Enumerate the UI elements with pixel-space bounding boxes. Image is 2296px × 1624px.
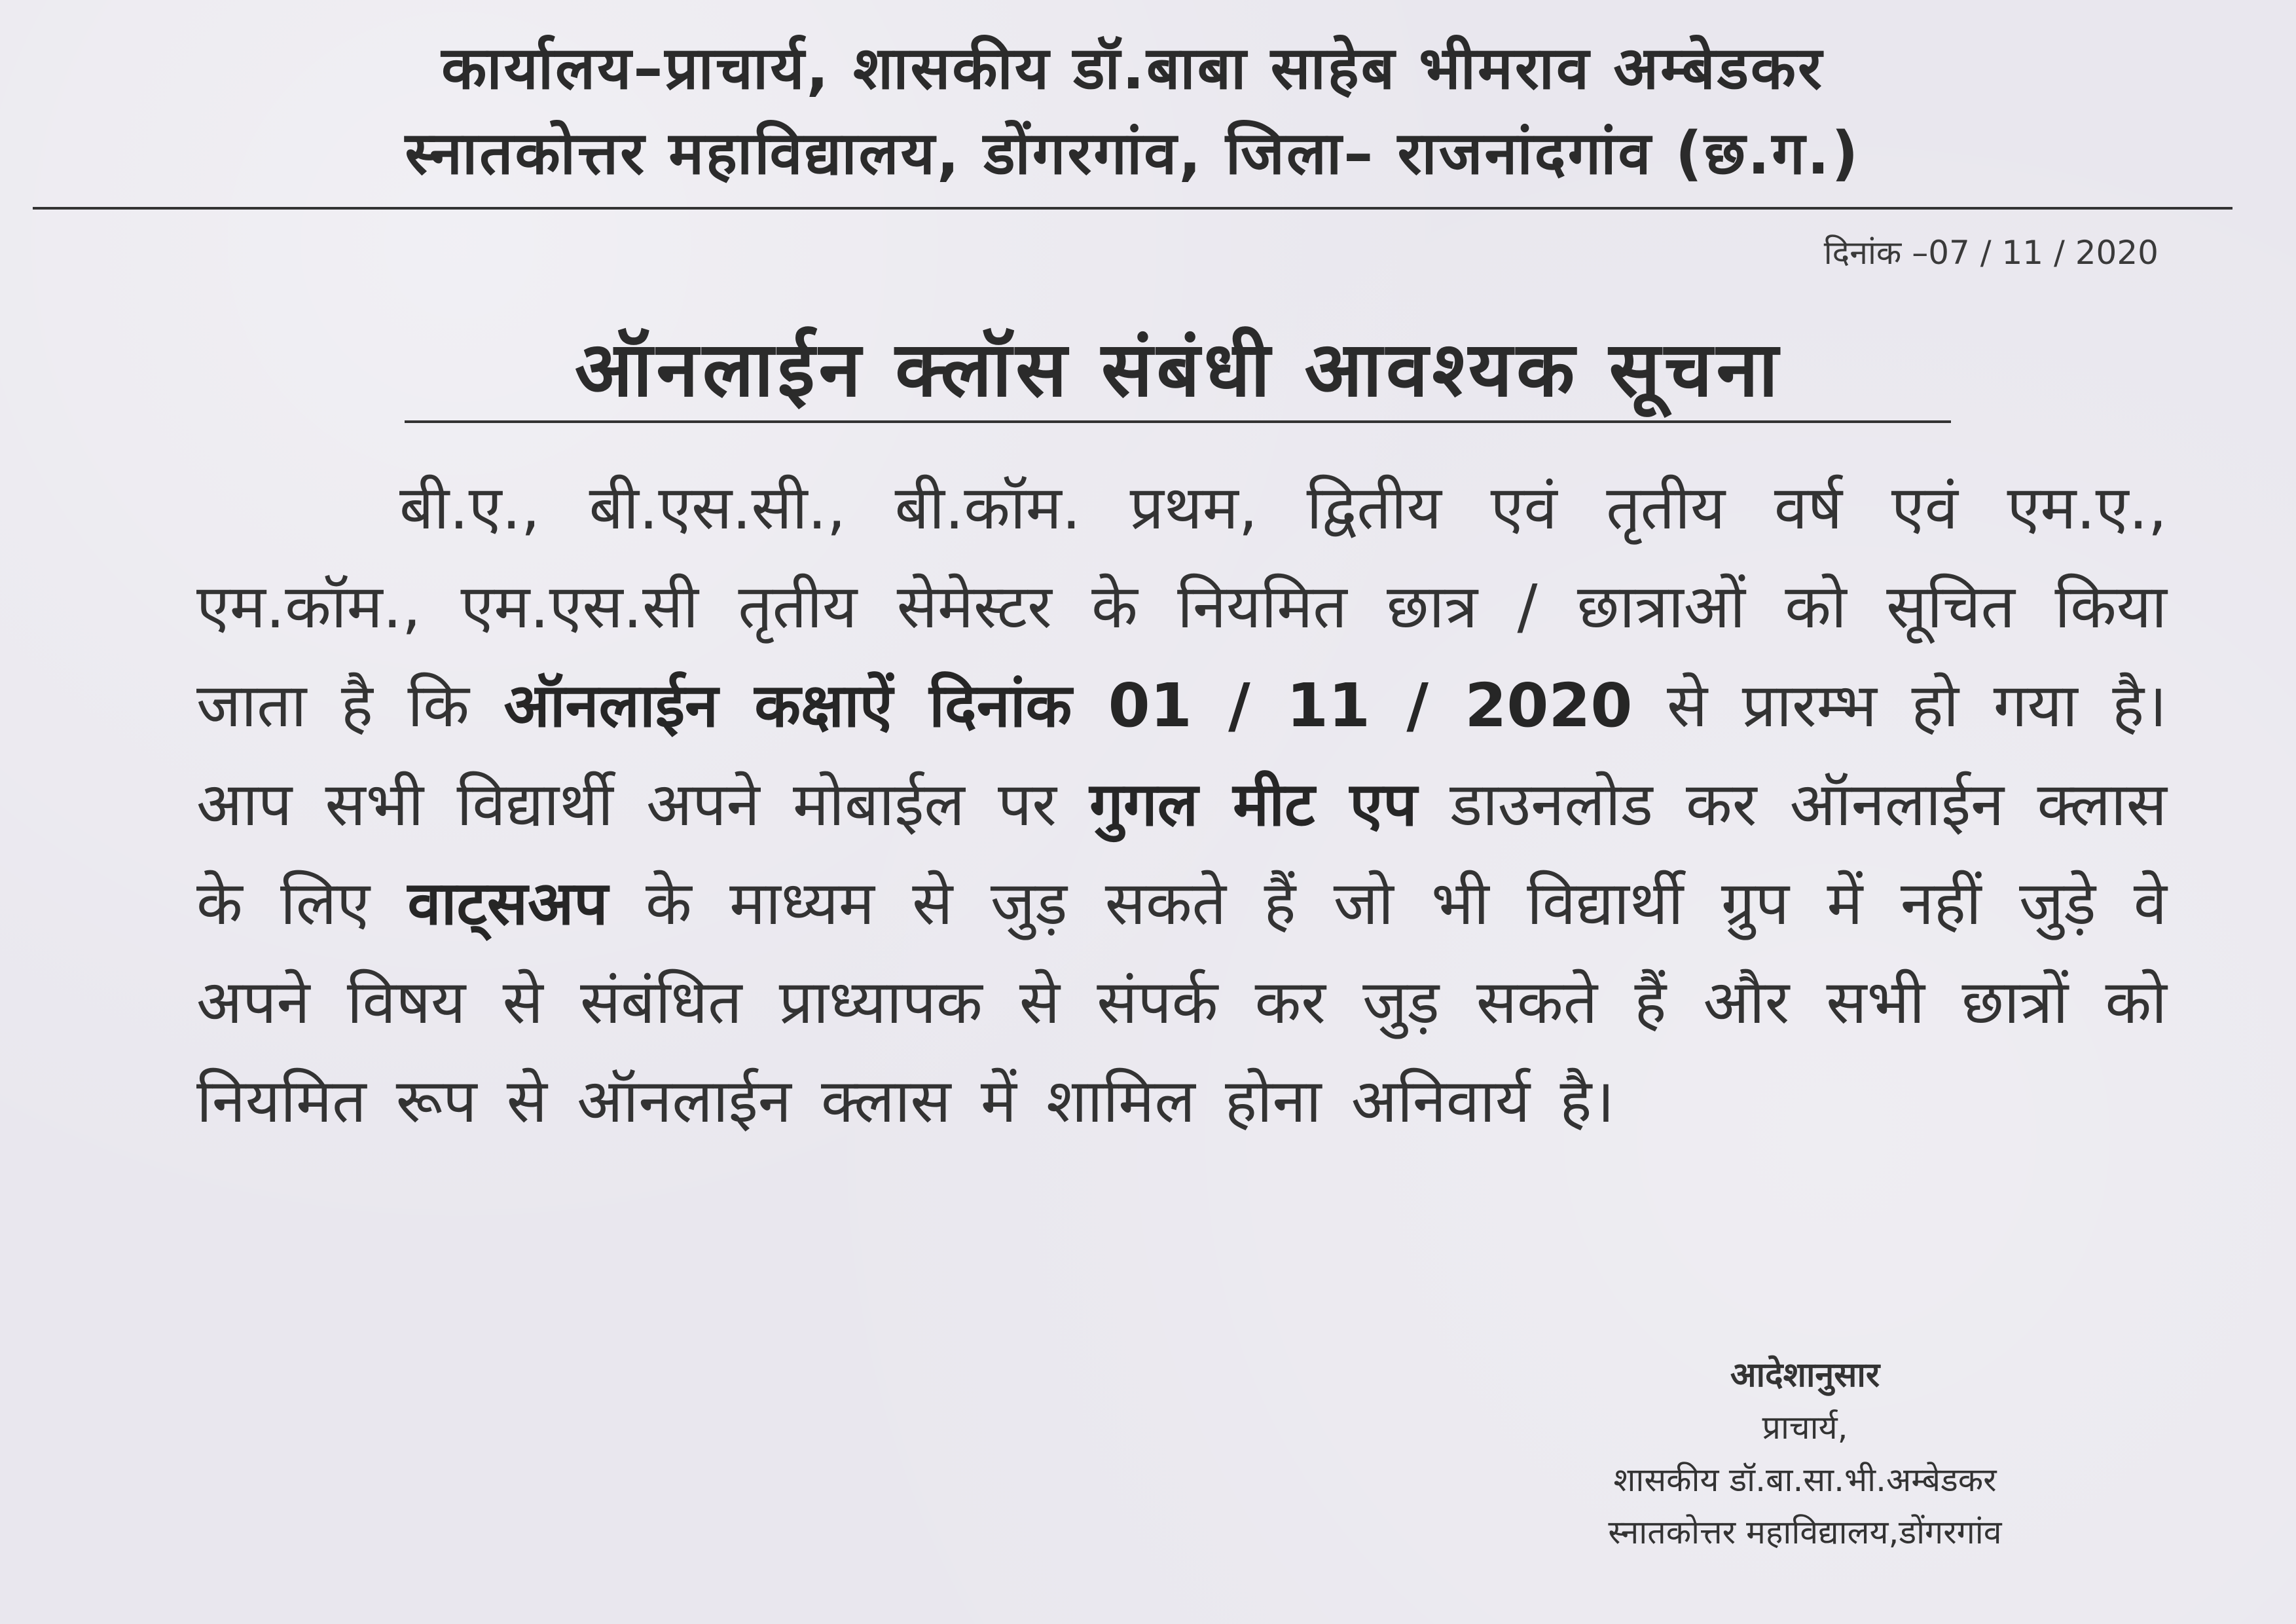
letterhead [216,26,2049,196]
signature-block [1537,1349,2073,1559]
notice-title: ऑनलाईन क्लॉस संबंधी आवश्यक सूचना [574,325,1783,414]
body-text-1: बी.ए., बी.एस.सी., बी.कॉम. प्रथम, द्वितीय एवं तृतीय वर्ष एवं एम.ए., एम.कॉम., एम.एस.सी तृतीय सेमेस्टर के नियमित छात्र / छात्राओं को सूचित किया जाता है कि [196,473,2167,741]
body-text-3: डाउनलोड कर ऑनलाईन क्लास के लिए [196,769,2167,938]
body-text-2: से प्रारम्भ हो गया है। आप सभी विद्यार्थी अपने मोबाईल पर [196,671,2167,840]
letterhead-college-line: स्नातकोत्तर महाविद्यालय, डोंगरगांव, जिला– राजनांदगांव (छ.ग.) [405,119,1861,188]
letterhead-divider [33,207,2232,210]
google-meet-app: गुगल मीट एप [1089,769,1417,840]
whatsapp-mention: वाट्सअप [407,868,608,938]
body-text-4: के माध्यम से जुड़ सकते हैं जो भी विद्यार्थी ग्रुप में नहीं जुड़े वे अपने विषय से संबंधित प्राध्यापक से संपर्क कर जुड़ सकते हैं और सभी छात्रों को नियमित रूप से ऑनलाईन क्लास में शामिल होना अनिवार्य है। [196,868,2168,1136]
signatory-institution-line2: स्नातकोत्तर महाविद्यालय,डोंगरगांव [1608,1513,2002,1551]
notice-body [196,458,2167,1151]
signatory-institution-line1: शासकीय डॉ.बा.सा.भी.अम्बेडकर [1613,1461,1997,1499]
online-classes-start-date: ऑनलाईन कक्षाऐं दिनांक 01 / 11 / 2020 [503,671,1633,741]
signatory-designation: प्राचार्य, [1762,1409,1848,1447]
notice-date: दिनांक –07 / 11 / 2020 [1823,234,2159,272]
letterhead-office-line: कार्यालय–प्राचार्य, शासकीय डॉ.बाबा साहेब भीमराव अम्बेडकर [441,34,1824,103]
title-underline [405,420,1951,423]
by-order-label: आदेशानुसार [1730,1356,1880,1395]
notice-paragraph [196,458,2167,1151]
